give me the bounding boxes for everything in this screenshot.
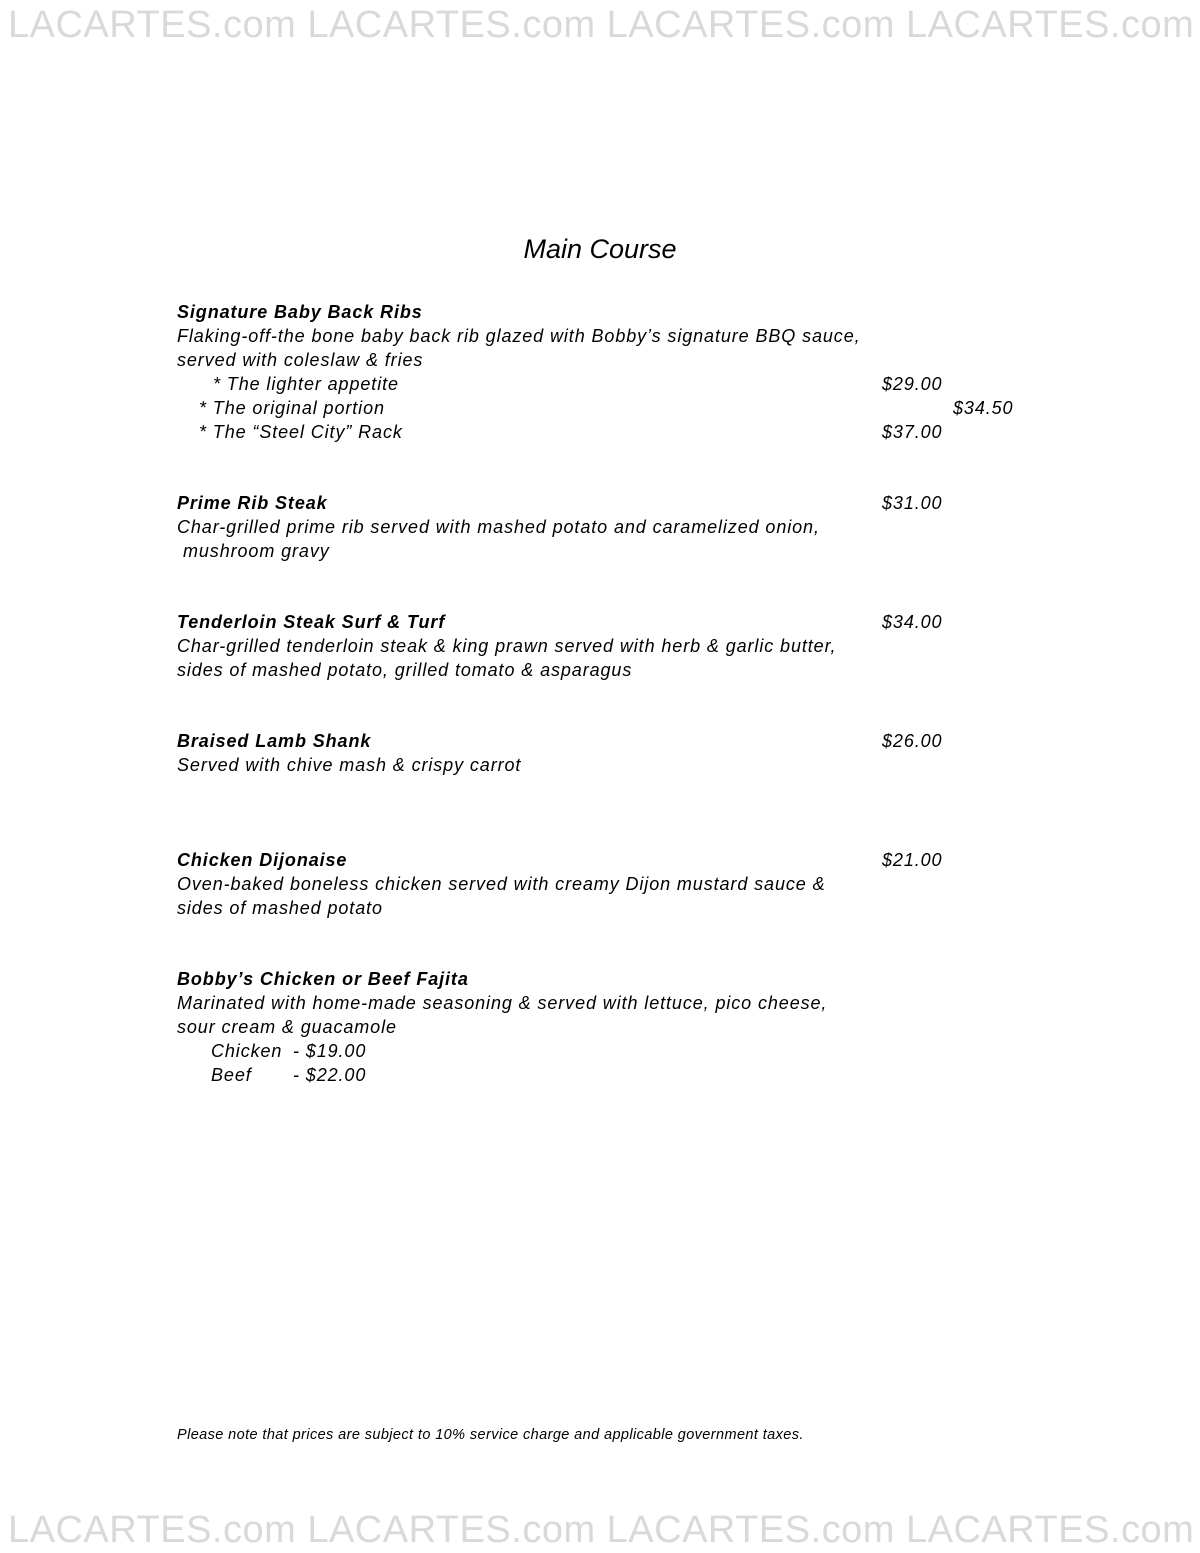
item-name: Bobby’s Chicken or Beef Fajita	[177, 969, 469, 989]
item-name: Chicken Dijonaise	[177, 850, 348, 870]
option-price: $37.00	[882, 422, 943, 442]
item-name: Braised Lamb Shank	[177, 731, 372, 751]
item-price: $26.00	[882, 731, 943, 751]
item-description: Char-grilled tenderloin steak & king prawn served with herb & garlic butter,	[177, 636, 837, 656]
item-description: sour cream & guacamole	[177, 1017, 397, 1037]
option-price: $34.50	[953, 398, 1014, 418]
option-label: * The lighter appetite	[213, 374, 399, 394]
footer-note: Please note that prices are subject to 10% service charge and applicable government taxes.	[177, 1427, 804, 1443]
option-price: $29.00	[882, 374, 943, 394]
item-description: Marinated with home-made seasoning & served with lettuce, pico cheese,	[177, 993, 828, 1013]
option-price: - $22.00	[293, 1065, 367, 1085]
option-price: - $19.00	[293, 1041, 367, 1061]
item-name: Prime Rib Steak	[177, 493, 328, 513]
item-description: Flaking-off-the bone baby back rib glazed with Bobby’s signature BBQ sauce,	[177, 326, 861, 346]
item-price: $31.00	[882, 493, 943, 513]
item-description: sides of mashed potato	[177, 898, 383, 918]
watermark-bottom: LACARTES.com LACARTES.com LACARTES.com LACARTES.com	[8, 1509, 1195, 1551]
watermark-top: LACARTES.com LACARTES.com LACARTES.com LACARTES.com	[8, 4, 1195, 46]
item-description: Oven-baked boneless chicken served with creamy Dijon mustard sauce &	[177, 874, 826, 894]
item-price: $21.00	[882, 850, 943, 870]
page-title: Main Course	[523, 234, 677, 264]
option-label: * The original portion	[199, 398, 385, 418]
option-label: Beef	[211, 1065, 252, 1085]
option-label: Chicken	[211, 1041, 283, 1061]
item-description: served with coleslaw & fries	[177, 350, 424, 370]
item-description: Char-grilled prime rib served with mashed potato and caramelized onion,	[177, 517, 820, 537]
item-name: Tenderloin Steak Surf & Turf	[177, 612, 446, 632]
item-description: Served with chive mash & crispy carrot	[177, 755, 522, 775]
option-label: * The “Steel City” Rack	[199, 422, 403, 442]
item-price: $34.00	[882, 612, 943, 632]
item-description: mushroom gravy	[183, 541, 330, 561]
item-name: Signature Baby Back Ribs	[177, 302, 423, 322]
item-description: sides of mashed potato, grilled tomato & asparagus	[177, 660, 633, 680]
